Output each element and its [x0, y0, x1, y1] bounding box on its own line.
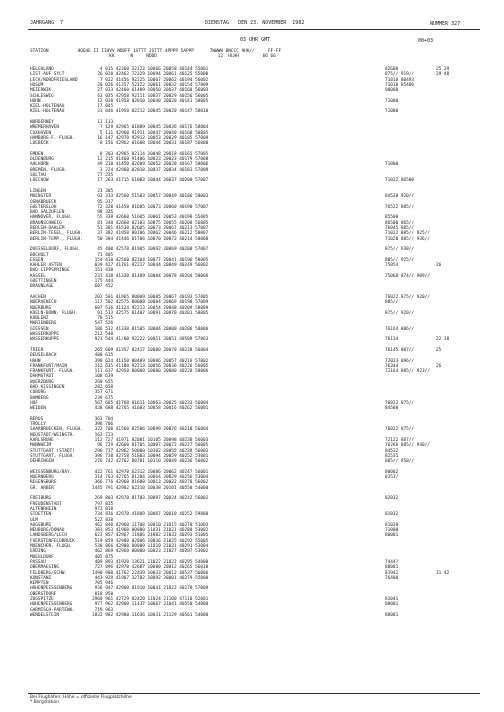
- station-name: STOETTEN: [30, 512, 52, 518]
- station-gusts: 26: [436, 363, 442, 369]
- station-observation-values: 422 761 42970 62312 10086 20062 40247 56001: [92, 469, 209, 475]
- station-weather-codes: 7444?: [385, 559, 399, 565]
- station-observation-values: 547 526: [92, 321, 114, 327]
- station-weather-codes: 76164 886//: [385, 326, 415, 332]
- station-observation-values: 175 444: [92, 279, 114, 284]
- station-observation-values: 530 866 42980 00000 11010 21031 40291 53004: [92, 544, 209, 549]
- station-observation-values: 26 020 42462 72329 10094 20061 40125 55000: [92, 72, 209, 78]
- station-name: FRANKFURT/MAIN: [30, 363, 68, 369]
- station-name: LIST AUF SYLT: [30, 72, 65, 78]
- station-weather-codes: 76522 885//: [385, 204, 415, 210]
- station-weather-codes: 72164 885// 923//: [385, 369, 430, 375]
- station-observation-values: 186 532 41330 81505 10084 20080 40206 58006: [92, 326, 209, 332]
- station-gusts: 22 38: [436, 337, 450, 343]
- station-observation-values: 70 515: [92, 316, 114, 322]
- station-weather-codes: 71000: [385, 109, 399, 115]
- station-name: WEIDEN: [30, 406, 46, 412]
- station-weather-codes: 71010 85400: [385, 82, 415, 88]
- station-name: HANNOVER, FLUGH.: [30, 215, 73, 221]
- station-observation-values: 1490 908 41762 22439 10033 20012 40537 56006: [92, 570, 209, 576]
- station-observation-values: 734 836 42970 41809 10067 20010 40252 59888: [92, 512, 209, 518]
- station-weather-codes: 71020 885// 936//: [385, 236, 430, 242]
- station-weather-codes: 71022 885// 925//: [385, 231, 430, 237]
- station-observation-values: 268 655: [92, 379, 114, 385]
- station-observation-values: 269 803 42970 81703 10097 20024 40242 56001: [92, 496, 209, 502]
- station-weather-codes: 80001: [385, 602, 399, 608]
- station-observation-values: 839 427 41761 92217 10044 20049 40249 56002: [92, 263, 209, 269]
- station-weather-codes: 875// 938//: [385, 247, 415, 253]
- station-observation-values: 363 704: [92, 416, 114, 422]
- station-name: HUSUM: [30, 82, 44, 88]
- station-name: FELDBERG/SCHW.: [30, 570, 68, 576]
- station-weather-codes: 885//: [385, 300, 399, 306]
- station-weather-codes: 80002: [385, 469, 399, 475]
- station-weather-codes: 71000: [385, 162, 399, 168]
- station-weather-codes: 71000: [385, 528, 399, 534]
- header-rule-top: [28, 29, 480, 30]
- station-weather-codes: 80001: [385, 533, 399, 539]
- station-name: STUTTGART, FLUGH.: [30, 453, 75, 459]
- station-name: BAD KISSINGEN: [30, 385, 65, 390]
- observation-time: 03 UHR GMT: [240, 37, 271, 43]
- station-observation-values: 462 869 42960 00000 10023 21027 40287 53002: [92, 549, 209, 555]
- station-observation-values: 7 022 41456 92225 10067 20062 40194 56002: [92, 77, 209, 83]
- station-observation-values: 154 410 42560 82104 10077 20041 40196 58005: [92, 257, 209, 263]
- station-observation-values: 95 317: [92, 199, 114, 205]
- station-name: KARLSRUHE: [30, 438, 54, 443]
- station-observation-values: 314 763 42765 81204 10064 20029 40256 53004: [92, 475, 209, 481]
- station-name: ZUGSPITZE: [30, 597, 54, 602]
- station-name: KOELN-BONN, FLUGH.: [30, 310, 78, 316]
- station-observation-values: 607 452: [92, 284, 114, 290]
- station-name: LECK/NORDFRIESLAND: [30, 77, 78, 83]
- station-observation-values: 31 046 41958 02212 10045 20020 40147 58010: [92, 109, 209, 115]
- station-weather-codes: 76400: [385, 575, 399, 581]
- station-name: LINGEN: [30, 188, 46, 194]
- station-observation-values: 409 893 41920 13621 11022 21022 40295 54000: [92, 559, 209, 565]
- station-name: SCHLESWIG: [30, 93, 54, 99]
- station-name: AUGSBURG: [30, 522, 52, 528]
- station-weather-codes: 875// 920//: [385, 310, 415, 316]
- station-observation-values: 8 203 42965 02114 10048 20018 40165 57005: [92, 151, 209, 157]
- station-name: STUTTGART (STADT): [30, 448, 75, 454]
- station-name: SAARBRUECKEN, FLUGH.: [30, 427, 83, 433]
- station-observation-values: 212 540: [92, 332, 114, 337]
- station-observation-values: 405 875: [92, 554, 114, 560]
- station-observation-values: 17 045: [92, 104, 114, 110]
- column-header-line-2: KK N NDDD 12 HLHH 66 66: [30, 54, 276, 59]
- station-observation-values: 7 129 42965 01809 10045 20036 40176 58004: [92, 125, 209, 131]
- station-name: GOETTINGEN: [30, 279, 57, 284]
- station-weather-codes: 81041: [385, 597, 399, 602]
- station-name: EMDEN: [30, 151, 44, 157]
- station-observation-values: 98 325: [92, 210, 114, 216]
- station-gusts: 26: [436, 263, 442, 269]
- station-name: TROLLY: [30, 422, 46, 428]
- station-observation-values: 45 400 42570 81905 10092 20069 40200 57007: [92, 247, 209, 253]
- station-name: AHLHORN: [30, 162, 49, 168]
- station-weather-codes: 76134: [385, 337, 399, 343]
- footer-rule: [28, 693, 480, 694]
- station-observation-values: 43 035 42958 92111 10037 20029 40156 56005: [92, 93, 209, 99]
- station-observation-values: 567 685 41768 81611 10063 20025 40233 56004: [92, 400, 209, 406]
- station-name: BERUS: [30, 416, 44, 422]
- station-observation-values: 163 723: [92, 432, 114, 438]
- station-name: WUERZBURG: [30, 379, 54, 385]
- station-weather-codes: 76022 875// 920//: [385, 294, 430, 300]
- station-name: OBERSTDORF: [30, 591, 57, 597]
- station-weather-codes: 80001: [385, 612, 399, 618]
- station-name: DUESSELDORF, FLUGH.: [30, 247, 81, 253]
- station-name: NEUBURG/DONAU: [30, 528, 65, 534]
- station-name: CUXHAVEN: [30, 130, 52, 136]
- station-name: GARMISCH-PARTENK.: [30, 607, 75, 613]
- station-observation-values: 296 737 42962 50000 10102 20055 40239 56003: [92, 448, 209, 454]
- station-observation-values: 37 382 41950 80106 10062 20046 40212 58007: [92, 231, 209, 237]
- station-observation-values: 282 658: [92, 385, 114, 390]
- station-observation-values: 12 215 41460 91406 10023 20023 40179 57008: [92, 157, 209, 163]
- station-observation-values: 111 637 42950 80000 10080 20080 40220 58006: [92, 369, 209, 375]
- station-name: WASSERKUPPE: [30, 337, 60, 343]
- station-observation-values: 16 147 42970 92912 10053 20029 40185 57009: [92, 135, 209, 141]
- station-observation-values: 17 263 41715 61003 10044 20037 40200 57007: [92, 178, 209, 184]
- station-name: HAMBURG-F. FLUGH.: [30, 135, 75, 141]
- station-weather-codes: 82032: [385, 496, 399, 502]
- header-code-right: 00+03: [418, 38, 434, 44]
- station-observation-values: 1832 982 42980 11636 10031 21129 40561 54000: [92, 612, 209, 618]
- station-name: OSNABRUECK: [30, 199, 57, 205]
- station-name: SOLTAU: [30, 173, 46, 178]
- station-gusts: 31 42: [436, 570, 450, 576]
- station-observation-values: 5 131 42960 91911 10047 20040 40168 58005: [92, 130, 209, 136]
- station-name: ERDING: [30, 549, 46, 555]
- station-name: HOHN: [30, 98, 41, 104]
- station-observation-values: 265 609 41357 82417 10080 20078 40238 56004: [92, 347, 209, 353]
- station-weather-codes: 84530 920//: [385, 194, 415, 200]
- station-name: KONSTANZ: [30, 575, 52, 581]
- station-name: HOF: [30, 400, 38, 406]
- station-name: MEIERWIK: [30, 88, 52, 94]
- station-name: ULM: [30, 517, 38, 523]
- station-weather-codes: 71010 80493: [385, 77, 415, 83]
- station-name: FUERSTENFELDBRUCK: [30, 538, 75, 544]
- station-observation-values: 381 853 41960 00000 11031 21021 40280 53002: [92, 528, 209, 534]
- station-name: FRANKFURT, FLUGH.: [30, 369, 75, 375]
- station-gusts: 25 29: [436, 67, 450, 72]
- station-name: OEHRINGEN: [30, 459, 54, 465]
- station-name: HOHENPEISSENBERG: [30, 602, 73, 608]
- jahrgang-label: JAHRGANG 7: [30, 20, 64, 26]
- station-name: NORDERNEY: [30, 120, 54, 125]
- station-gusts: 25: [436, 347, 442, 353]
- station-name: HAHN: [30, 358, 41, 364]
- station-observation-values: 108 639: [92, 374, 114, 380]
- station-observation-values: 231 438 41330 81409 10084 20078 40204 58006: [92, 273, 209, 279]
- station-name: REGENSBURG: [30, 480, 57, 486]
- station-name: LUECHOW: [30, 178, 49, 184]
- station-weather-codes: 75068 874// 909//: [385, 273, 430, 279]
- station-weather-codes: 75054: [385, 263, 399, 269]
- station-gusts: 29 40: [436, 72, 450, 78]
- station-observation-values: 390 624 41150 80409 10086 20057 40216 57002: [92, 358, 209, 364]
- station-observation-values: 81 348 42660 82103 10075 20055 40208 56005: [92, 220, 209, 226]
- station-weather-codes: 82600: [385, 67, 399, 72]
- station-weather-codes: 885// 958//: [385, 459, 415, 465]
- station-observation-values: 438 688 42765 41603 10058 20016 40262 56001: [92, 406, 209, 412]
- station-name: FREIBURG: [30, 496, 52, 502]
- station-name: KASSEL: [30, 273, 46, 279]
- station-name: ALTENRHEIN: [30, 506, 57, 512]
- station-name: NOERVENICH: [30, 300, 57, 306]
- station-name: WENDELSTEIN: [30, 612, 60, 618]
- footnote-airports: Bei Flughäfen: Höhe = offizielle Flugplatzhöhe: [30, 695, 132, 700]
- station-observation-values: 727 896 42970 42607 10080 20012 40265 56010: [92, 565, 209, 571]
- station-name: MANNHEIM: [30, 443, 52, 449]
- station-observation-values: 623 857 42967 11806 21002 21033 40293 51005: [92, 533, 209, 539]
- station-observation-values: 480 615: [92, 353, 114, 359]
- issue-date: DIENSTAG DEN 23. NOVEMBER 1982: [205, 20, 305, 26]
- station-name: BRAUNLAGE: [30, 284, 54, 290]
- station-observation-values: 51 381 41530 82605 10073 20067 40213 57007: [92, 226, 209, 231]
- station-observation-values: 3 224 42960 02018 10037 20034 40181 57009: [92, 167, 209, 173]
- station-observation-values: 443 929 41907 32702 10092 20001 40279 55000: [92, 575, 209, 581]
- station-observation-values: 91 513 42575 81407 10091 20070 40201 58005: [92, 310, 209, 316]
- station-weather-codes: 81030: [385, 522, 399, 528]
- station-observation-values: 396 706: [92, 422, 114, 428]
- station-observation-values: 72 320 41458 81605 10073 20060 40190 57007: [92, 204, 209, 210]
- station-name: FREUDENSTADT: [30, 501, 62, 507]
- station-name: GIESSEN: [30, 326, 49, 332]
- station-name: KEMPTEN: [30, 581, 49, 587]
- station-weather-codes: 80081: [385, 565, 399, 571]
- station-observation-values: 21 305: [92, 188, 114, 194]
- station-observation-values: 12 038 41958 02010 10040 20020 40141 58005: [92, 98, 209, 104]
- station-name: KOBLENZ: [30, 316, 49, 322]
- station-observation-values: 117 502 42575 80008 10084 20069 40198 57009: [92, 300, 209, 306]
- station-name: DARMSTADT: [30, 374, 54, 380]
- station-name: TRIER: [30, 347, 44, 353]
- station-weather-codes: 875// 919//: [385, 72, 415, 78]
- station-observation-values: 522 838: [92, 517, 114, 523]
- station-observation-values: 973 818: [92, 506, 114, 512]
- station-weather-codes: 76022 875//: [385, 427, 415, 433]
- station-observation-values: 63 313 42560 51503 10057 20049 40186 58003: [92, 194, 209, 200]
- station-observation-values: 2960 961 42729 02420 11024 21100 47110 52001: [92, 597, 209, 602]
- station-weather-codes: 84500: [385, 406, 399, 412]
- station-weather-codes: 76045 885//: [385, 226, 415, 231]
- station-observation-values: 936 947 42980 81910 10041 21022 40278 57009: [92, 586, 209, 592]
- station-name: BERLIN-TEGEL, FLUGH.: [30, 231, 83, 237]
- station-observation-values: 71 405: [92, 252, 114, 258]
- station-name: NUERBURG: [30, 305, 52, 311]
- station-name: WEISSENBURG/BAY.: [30, 469, 73, 475]
- station-name: MUEHLDORF: [30, 554, 54, 560]
- station-observation-values: 96 729 42660 81705 10097 20072 40227 56005: [92, 443, 209, 449]
- footnote-mountain-station: * Bergstation: [30, 700, 59, 705]
- station-observation-values: 11 113: [92, 120, 114, 125]
- station-name: MUENCHEN, FLUGH.: [30, 544, 73, 549]
- station-observation-values: 112 635 41100 92213 10056 20036 40226 56005: [92, 363, 209, 369]
- station-observation-values: 921 544 41/00 92222 10051 20051 40509 57063: [92, 337, 209, 343]
- station-name: AACHEN: [30, 294, 46, 300]
- station-observation-values: 607 516 41124 92213 10054 20048 40209 58009: [92, 305, 209, 311]
- station-weather-codes: 90000: [385, 88, 399, 94]
- station-name: BERLIN-TEMP., FLUGH.: [30, 236, 83, 242]
- station-observation-values: 27 033 42460 61409 10050 20037 40168 56003: [92, 88, 209, 94]
- station-name: BAMBERG: [30, 395, 49, 401]
- station-name: BRAUNSCHWEIG: [30, 220, 62, 226]
- station-weather-codes: 885// 925//: [385, 257, 415, 263]
- station-name: LANDSBERG/LECH: [30, 533, 68, 539]
- station-weather-codes: 8353/: [385, 475, 399, 481]
- station-name: DEUSELBACH: [30, 353, 57, 359]
- station-name: HELGOLAND: [30, 67, 54, 72]
- station-observation-values: 705 946: [92, 581, 114, 587]
- station-name: BAD LIPPSPRINGE: [30, 268, 70, 274]
- issue-number: NUMMER 327: [430, 21, 461, 27]
- station-observation-values: 357 671: [92, 390, 114, 396]
- station-weather-codes: 82531: [385, 453, 399, 459]
- station-name: LUEBECK: [30, 141, 49, 147]
- station-name: KAHLER ASTEN: [30, 263, 62, 269]
- station-name: KIEL-HOLTENAU: [30, 109, 65, 115]
- station-weather-codes: 86500 865//: [385, 220, 415, 226]
- station-name: MARIENBERG: [30, 321, 57, 327]
- station-name: WASSERKUPPE: [30, 332, 60, 337]
- station-observation-values: 462 840 42960 11708 10010 21015 40270 51003: [92, 522, 209, 528]
- station-observation-values: 396 738 42758 51803 10094 20059 40252 53001: [92, 453, 209, 459]
- station-name: WREMERHAVEN: [30, 125, 60, 131]
- station-observation-values: 276 742 42762 80701 10110 20049 40236 56002: [92, 459, 209, 465]
- station-observation-values: 77 235: [92, 173, 114, 178]
- station-weather-codes: 85500: [385, 215, 399, 221]
- station-weather-codes: 84532: [385, 448, 399, 454]
- station-name: OLDENBURG: [30, 157, 54, 163]
- station-observation-values: 239 675: [92, 395, 114, 401]
- station-weather-codes: 72122 887//: [385, 438, 415, 443]
- station-name: GUETERSLOH: [30, 204, 57, 210]
- station-name: GR. ARBER: [30, 485, 54, 491]
- station-name: BERLIN-DAHLEM: [30, 226, 65, 231]
- station-observation-values: 55 338 42660 51605 10061 20053 40190 55005: [92, 215, 209, 221]
- station-observation-values: 719 963: [92, 607, 114, 613]
- station-name: NEUSTADT/WEINSTR.: [30, 432, 75, 438]
- station-name: ESSEN: [30, 257, 44, 263]
- station-observation-values: 151 430: [92, 268, 114, 274]
- station-name: KIEL-HOLTENAU: [30, 104, 65, 110]
- station-name: NUERNBERG: [30, 475, 54, 481]
- station-observation-values: 112 727 41971 82001 10105 20098 40230 56003: [92, 438, 209, 443]
- station-name: MUENSTER: [30, 194, 52, 200]
- station-name: OBERMAESING: [30, 565, 60, 571]
- station-name: HOHENPEISSENBERG: [30, 586, 73, 592]
- station-observation-values: 1445 791 42902 02210 10038 20101 40550 54000: [92, 485, 209, 491]
- station-observation-values: 366 776 42960 81608 10013 20022 40270 56002: [92, 480, 209, 486]
- station-weather-codes: 76145 887//: [385, 347, 415, 353]
- station-weather-codes: 71022 86500: [385, 178, 415, 184]
- station-weather-codes: 71000: [385, 98, 399, 104]
- station-weather-codes: 81942: [385, 570, 399, 576]
- station-observation-values: 50 384 41446 81706 10070 20072 40214 58008: [92, 236, 209, 242]
- station-weather-codes: 76344: [385, 363, 399, 369]
- station-observation-values: 322 708 41560 82506 10099 20076 40218 56004: [92, 427, 209, 433]
- station-observation-values: 20 026 41357 52122 10061 20032 40154 57809: [92, 82, 209, 88]
- station-name: COBURG: [30, 390, 46, 396]
- station-weather-codes: 72023 896//: [385, 358, 415, 364]
- station-name: BREMEN, FLUGH.: [30, 167, 68, 173]
- station-observation-values: 797 815: [92, 501, 114, 507]
- station-name: BAD SALZUFLEN: [30, 210, 65, 216]
- station-observation-values: 49 210 41450 02609 10052 20028 40167 58006: [92, 162, 209, 168]
- station-weather-codes: 76022 875//: [385, 400, 415, 406]
- station-observation-values: 519 859 42980 02006 10036 21025 40292 55005: [92, 538, 209, 544]
- station-observation-values: 4 015 42360 32123 10066 20058 40144 55001: [92, 67, 209, 72]
- station-observation-values: 810 950: [92, 591, 114, 597]
- station-name: PASSAU: [30, 559, 46, 565]
- column-header-line-1: STATION HOEHE II IIHVV NDDFF 1STTT 2STTT 4PPPP 5APPP 7WWWW 8NCCC 9HH// FF-FF: [30, 49, 282, 54]
- station-name: BOCHOLT: [30, 252, 49, 258]
- station-observation-values: 977 962 42980 11437 10067 21041 40550 54000: [92, 602, 209, 608]
- station-observation-values: 8 156 42962 01608 10044 20031 40187 56000: [92, 141, 209, 147]
- station-weather-codes: 76266 885// 940//: [385, 443, 430, 449]
- station-weather-codes: 81032: [385, 512, 399, 518]
- station-observation-values: 202 501 41965 80009 10085 20067 40193 57005: [92, 294, 209, 300]
